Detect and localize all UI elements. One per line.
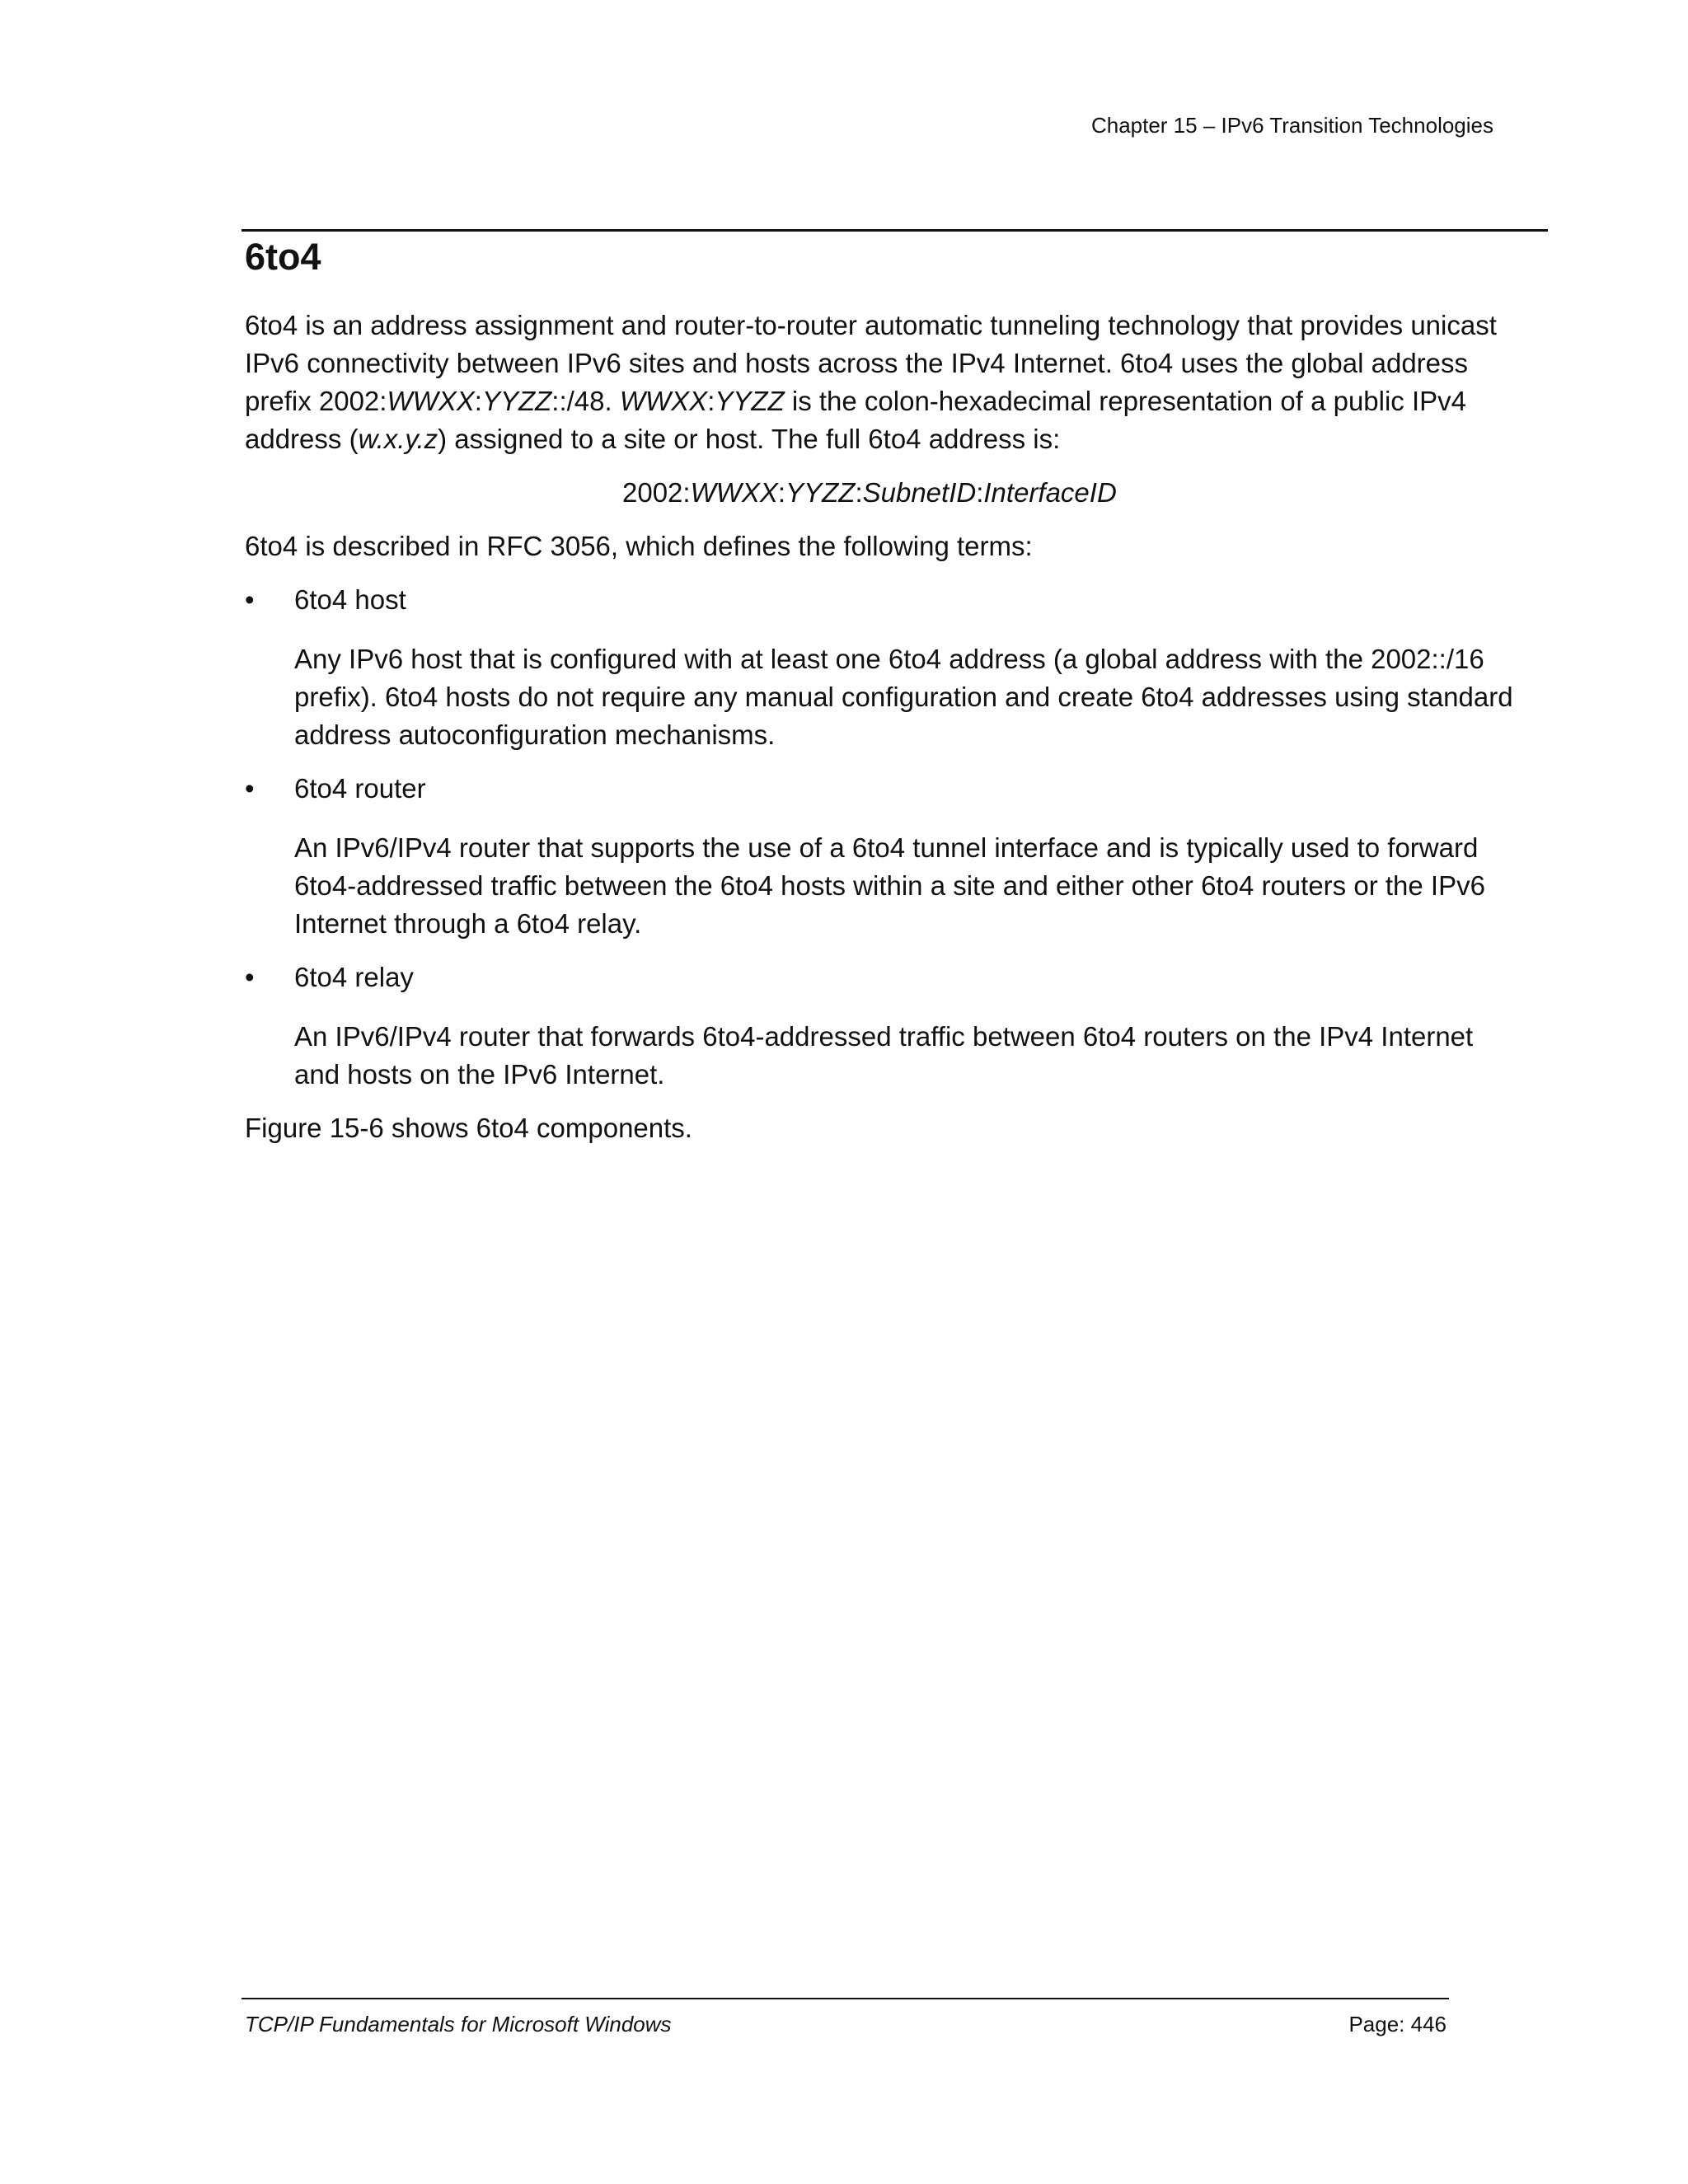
term-definition: Any IPv6 host that is configured with at least one 6to4 address (a global address with the 2002::/16 prefix). 6to4 hosts do not require any manual configuration and create 6to4 addresses using standard address autoconfiguration mechanisms. bbox=[294, 644, 1513, 750]
section-title: 6to4 bbox=[245, 236, 321, 278]
bullet-icon: • bbox=[245, 773, 255, 804]
intro-text: : bbox=[707, 386, 715, 416]
intro-italic: WWXX bbox=[387, 386, 475, 416]
bullet-icon: • bbox=[245, 962, 255, 992]
intro-text: ) assigned to a site or host. The full 6to4 address is: bbox=[438, 424, 1061, 454]
figure-reference: Figure 15-6 shows 6to4 components. bbox=[245, 1113, 692, 1143]
address-part: SubnetID bbox=[862, 477, 977, 508]
chapter-header: Chapter 15 – IPv6 Transition Technologies bbox=[1090, 113, 1493, 138]
body-content bbox=[245, 307, 1514, 1147]
address-separator: : bbox=[976, 477, 984, 508]
term-name: 6to4 router bbox=[294, 773, 426, 804]
intro-paragraph bbox=[245, 307, 1514, 458]
footer-rule bbox=[241, 1998, 1449, 1999]
list-item bbox=[245, 581, 1514, 754]
term-definition: An IPv6/IPv4 router that forwards 6to4-addressed traffic between 6to4 routers on the IPv4 Internet and hosts on the IPv6 Internet. bbox=[294, 1021, 1474, 1090]
intro-text: : bbox=[474, 386, 482, 416]
term-list bbox=[245, 581, 1514, 1094]
address-prefix: 2002: bbox=[622, 477, 691, 508]
address-part: YYZZ bbox=[785, 477, 856, 508]
term-name: 6to4 host bbox=[294, 584, 406, 615]
address-part: WWXX bbox=[690, 477, 778, 508]
intro-text: ::/48. bbox=[551, 386, 620, 416]
footer-page-number: Page: 446 bbox=[1348, 2012, 1447, 2036]
address-separator: : bbox=[777, 477, 786, 508]
list-item bbox=[245, 958, 1514, 1094]
address-format bbox=[622, 474, 1514, 512]
intro-italic: YYZZ bbox=[481, 386, 552, 416]
term-definition: An IPv6/IPv4 router that supports the use of a 6to4 tunnel interface and is typically used to forward 6to4-addressed traffic between the 6to4 hosts within a site and either other 6to4 routers or the IPv6 Internet through a 6to4 relay. bbox=[294, 832, 1485, 939]
intro-italic: YYZZ bbox=[715, 386, 785, 416]
intro-text: is the colon-hexadecimal representation of a public IPv4 address ( bbox=[245, 386, 1467, 454]
footer-book-title: TCP/IP Fundamentals for Microsoft Windows bbox=[245, 2012, 672, 2036]
term-name: 6to4 relay bbox=[294, 962, 414, 992]
address-separator: : bbox=[855, 477, 863, 508]
bullet-icon: • bbox=[245, 584, 255, 615]
intro-text: 6to4 is an address assignment and router-to-router automatic tunneling technology that provides unicast IPv6 connectivity between IPv6 sites and hosts across the IPv4 Internet. 6to4 uses the global address prefix 2002: bbox=[245, 310, 1497, 416]
rfc-paragraph: 6to4 is described in RFC 3056, which defines the following terms: bbox=[245, 531, 1033, 561]
list-item bbox=[245, 770, 1514, 943]
header-rule bbox=[241, 229, 1548, 232]
address-part: InterfaceID bbox=[983, 477, 1117, 508]
intro-italic: w.x.y.z bbox=[358, 424, 438, 454]
intro-italic: WWXX bbox=[619, 386, 708, 416]
